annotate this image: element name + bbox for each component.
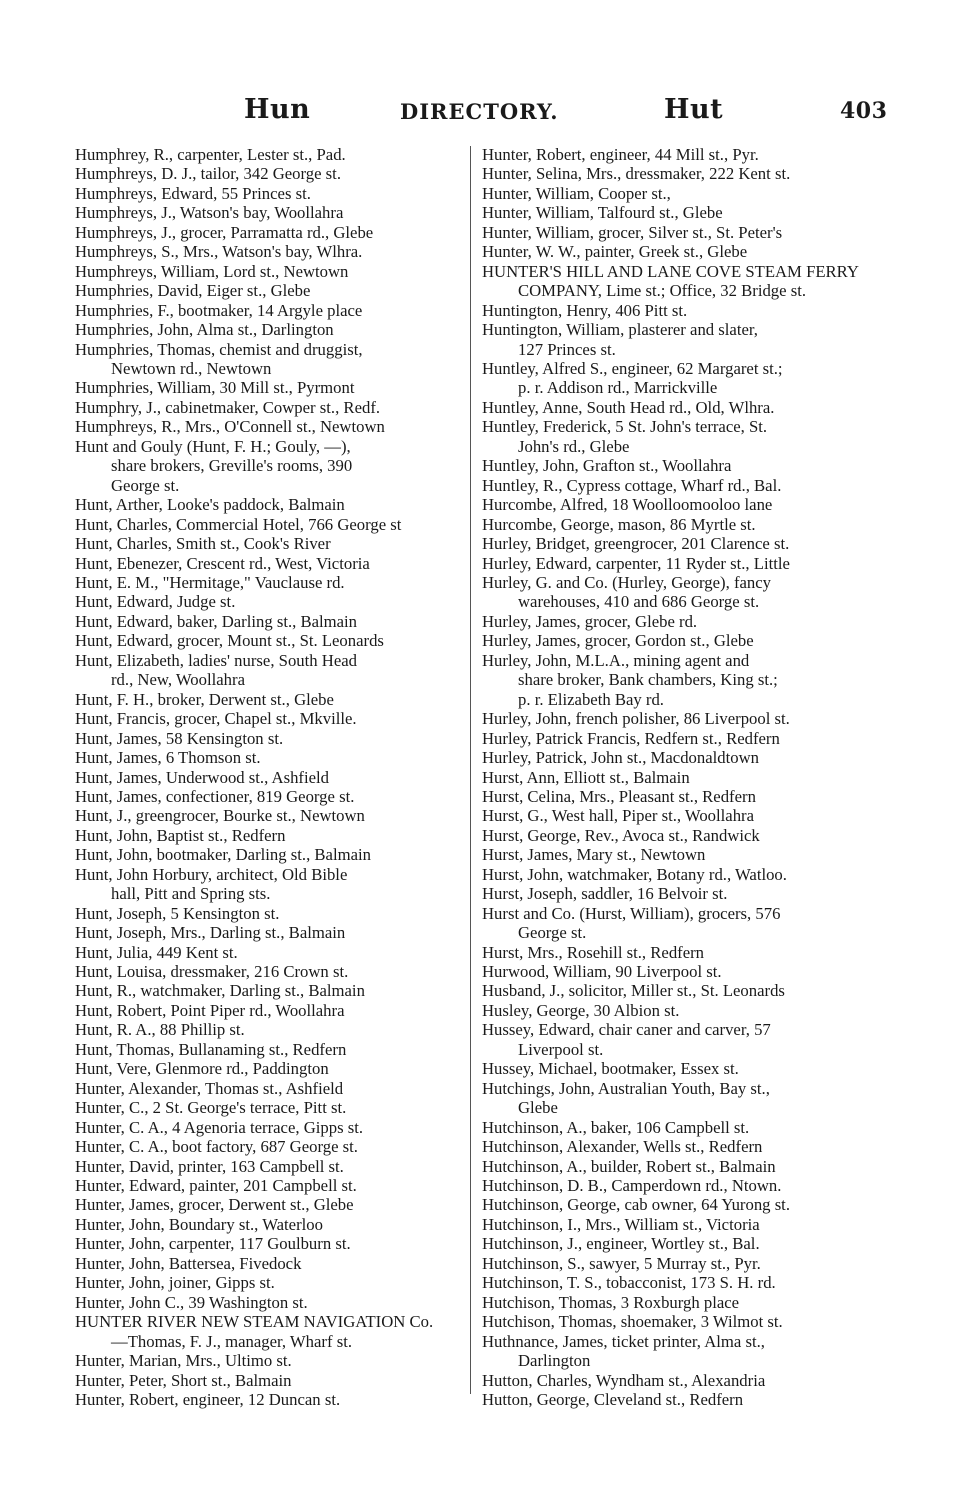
directory-line: Humphreys, S., Mrs., Watson's bay, Wlhra.: [75, 242, 363, 262]
directory-line: Hutchinson, A., builder, Robert st., Balmain: [482, 1156, 776, 1176]
directory-line: Humphrey, R., carpenter, Lester st., Pad.: [75, 145, 346, 164]
header-left-word: Hun: [244, 94, 311, 125]
directory-line: Hunt, Thomas, Bullanaming st., Redfern: [75, 1039, 347, 1059]
directory-line: Hutton, Charles, Wyndham st., Alexandria: [482, 1370, 766, 1390]
directory-line: Hunter, W. W., painter, Greek st., Glebe: [482, 242, 748, 262]
directory-line: George st.: [111, 475, 180, 495]
directory-line: Hunt, John Horbury, architect, Old Bible: [75, 864, 348, 884]
directory-line: Hunter, Alexander, Thomas st., Ashfield: [75, 1078, 344, 1098]
directory-line: Humphries, John, Alma st., Darlington: [75, 320, 334, 340]
directory-line: Darlington: [518, 1351, 591, 1371]
directory-line: Hunter, William, grocer, Silver st., St. Peter's: [482, 222, 783, 242]
directory-line: Hunt, Joseph, 5 Kensington st.: [75, 903, 280, 923]
directory-line: Hutchinson, J., engineer, Wortley st., Bal.: [482, 1234, 760, 1254]
directory-line: Humphry, J., cabinetmaker, Cowper st., Redf.: [75, 397, 381, 417]
directory-line: Humphreys, J., grocer, Parramatta rd., Glebe: [75, 222, 374, 242]
directory-line: Hunter, David, printer, 163 Campbell st.: [75, 1156, 344, 1176]
column-divider: [470, 146, 471, 1394]
directory-line: Hunt, J., greengrocer, Bourke st., Newtown: [75, 806, 365, 826]
directory-line: Hunt, Vere, Glenmore rd., Paddington: [75, 1059, 329, 1079]
directory-line: Humphreys, D. J., tailor, 342 George st.: [75, 164, 341, 184]
directory-line: Hurley, James, grocer, Glebe rd.: [482, 611, 698, 631]
directory-line: Hunt, Edward, Judge st.: [75, 592, 236, 612]
directory-line: Huntley, Alfred S., engineer, 62 Margaret st.;: [482, 358, 783, 378]
directory-line: Hutchinson, George, cab owner, 64 Yurong st.: [482, 1195, 790, 1215]
directory-line: Hunter, William, Cooper st.,: [482, 183, 671, 203]
directory-line: Hunt, Robert, Point Piper rd., Woollahra: [75, 1000, 345, 1020]
directory-line: Hunt, R., watchmaker, Darling st., Balmain: [75, 981, 365, 1001]
directory-line: Glebe: [518, 1098, 558, 1118]
directory-line: warehouses, 410 and 686 George st.: [518, 592, 760, 612]
directory-line: Hunt, James, 58 Kensington st.: [75, 728, 284, 748]
directory-line: Huntley, Anne, South Head rd., Old, Wlhra.: [482, 397, 775, 417]
directory-line: Newtown rd., Newtown: [111, 358, 272, 378]
directory-line: Hunt, Francis, grocer, Chapel st., Mkville.: [75, 709, 357, 729]
directory-line: Hunt, Edward, baker, Darling st., Balmain: [75, 611, 358, 631]
directory-line: share broker, Bank chambers, King st.;: [518, 670, 778, 690]
directory-line: Hunter, C. A., 4 Agenoria terrace, Gipps st.: [75, 1117, 364, 1137]
directory-line: Hurley, John, M.L.A., mining agent and: [482, 650, 750, 670]
directory-line: Hurst, Ann, Elliott st., Balmain: [482, 767, 690, 787]
directory-line: Hunter, Peter, Short st., Balmain: [75, 1370, 292, 1390]
directory-line: Humphries, David, Eiger st., Glebe: [75, 281, 311, 301]
directory-line: Hunt, Ebenezer, Crescent rd., West, Victoria: [75, 553, 370, 573]
directory-line: hall, Pitt and Spring sts.: [111, 884, 271, 904]
directory-line: HUNTER RIVER NEW STEAM NAVIGATION Co.: [75, 1312, 434, 1332]
page-number: 403: [840, 98, 888, 124]
directory-line: Hurst, Mrs., Rosehill st., Redfern: [482, 942, 705, 962]
directory-line: Hunter, Marian, Mrs., Ultimo st.: [75, 1351, 292, 1371]
directory-line: Huthnance, James, ticket printer, Alma st.,: [482, 1331, 765, 1351]
directory-line: Hunter, C., 2 St. George's terrace, Pitt st.: [75, 1098, 347, 1118]
directory-line: Humphries, Thomas, chemist and druggist,: [75, 339, 363, 359]
directory-line: Hurst and Co. (Hurst, William), grocers, 576: [482, 903, 781, 923]
directory-line: Hutchison, Thomas, shoemaker, 3 Wilmot st.: [482, 1312, 783, 1332]
directory-line: p. r. Addison rd., Marrickville: [518, 378, 718, 398]
directory-line: —Thomas, F. J., manager, Wharf st.: [111, 1331, 352, 1351]
right-column: [482, 145, 878, 1409]
directory-line: Hutchings, John, Australian Youth, Bay st.,: [482, 1078, 770, 1098]
directory-line: Hurwood, William, 90 Liverpool st.: [482, 962, 722, 982]
directory-line: Hurley, G. and Co. (Hurley, George), fancy: [482, 572, 771, 592]
directory-line: Hurcombe, George, mason, 86 Myrtle st.: [482, 514, 756, 534]
directory-line: Hunter, Robert, engineer, 12 Duncan st.: [75, 1390, 341, 1409]
directory-line: Hutchinson, Alexander, Wells st., Redfern: [482, 1137, 763, 1157]
directory-line: Hurley, John, french polisher, 86 Liverpool st.: [482, 709, 790, 729]
directory-line: Hunter, James, grocer, Derwent st., Glebe: [75, 1195, 354, 1215]
directory-line: Hutchinson, D. B., Camperdown rd., Ntown.: [482, 1176, 782, 1196]
directory-line: Hurley, Patrick, John st., Macdonaldtown: [482, 748, 759, 768]
directory-line: Huntington, Henry, 406 Pitt st.: [482, 300, 688, 320]
directory-line: Hunter, John C., 39 Washington st.: [75, 1292, 308, 1312]
directory-line: Hunter, Robert, engineer, 44 Mill st., Pyr.: [482, 145, 759, 164]
directory-line: Hunter, C. A., boot factory, 687 George st.: [75, 1137, 358, 1157]
directory-line: Hunt, Louisa, dressmaker, 216 Crown st.: [75, 962, 349, 982]
directory-line: Hunter, John, Boundary st., Waterloo: [75, 1214, 323, 1234]
directory-line: Hurst, G., West hall, Piper st., Woollahra: [482, 806, 755, 826]
directory-line: Hunter, John, Battersea, Fivedock: [75, 1253, 302, 1273]
directory-line: Hunt, Edward, grocer, Mount st., St. Leonards: [75, 631, 384, 651]
directory-line: Hurley, James, grocer, Gordon st., Glebe: [482, 631, 754, 651]
directory-line: Hunt, James, Underwood st., Ashfield: [75, 767, 329, 787]
directory-line: Humphries, F., bootmaker, 14 Argyle place: [75, 300, 363, 320]
directory-line: Humphreys, J., Watson's bay, Woollahra: [75, 203, 344, 223]
directory-line: Hunt, James, 6 Thomson st.: [75, 748, 261, 768]
directory-line: Hurst, Celina, Mrs., Pleasant st., Redfern: [482, 786, 756, 806]
directory-line: Hutton, George, Cleveland st., Redfern: [482, 1390, 744, 1409]
directory-line: Hutchinson, A., baker, 106 Campbell st.: [482, 1117, 750, 1137]
directory-line: Hutchinson, S., sawyer, 5 Murray st., Pyr.: [482, 1253, 761, 1273]
directory-line: Hunt, Elizabeth, ladies' nurse, South Head: [75, 650, 357, 670]
directory-line: Hurcombe, Alfred, 18 Woolloomooloo lane: [482, 495, 773, 515]
directory-line: Huntley, Frederick, 5 St. John's terrace, St.: [482, 417, 768, 437]
directory-line: Hunter, William, Talfourd st., Glebe: [482, 203, 723, 223]
directory-line: Hurley, Edward, carpenter, 11 Ryder st., Little: [482, 553, 790, 573]
directory-line: Hutchinson, I., Mrs., William st., Victoria: [482, 1214, 760, 1234]
directory-line: Hunt, R. A., 88 Phillip st.: [75, 1020, 245, 1040]
directory-line: Hurst, Joseph, saddler, 16 Belvoir st.: [482, 884, 728, 904]
directory-line: HUNTER'S HILL AND LANE COVE STEAM FERRY: [482, 261, 859, 281]
directory-line: Liverpool st.: [518, 1039, 604, 1059]
directory-line: Hunter, Selina, Mrs., dressmaker, 222 Kent st.: [482, 164, 791, 184]
directory-line: Hunt and Gouly (Hunt, F. H.; Gouly, —),: [75, 436, 351, 456]
directory-line: Hurst, George, Rev., Avoca st., Randwick: [482, 825, 760, 845]
directory-line: rd., New, Woollahra: [111, 670, 245, 690]
header-title: DIRECTORY.: [400, 99, 559, 124]
directory-line: Hunt, John, Baptist st., Redfern: [75, 825, 286, 845]
directory-line: Hunter, John, joiner, Gipps st.: [75, 1273, 275, 1293]
directory-line: Hurst, John, watchmaker, Botany rd., Watloo.: [482, 864, 787, 884]
directory-line: Husband, J., solicitor, Miller st., St. Leonards: [482, 981, 785, 1001]
directory-line: Hunter, John, carpenter, 117 Goulburn st.: [75, 1234, 351, 1254]
directory-line: Hunt, Arther, Looke's paddock, Balmain: [75, 495, 345, 515]
directory-line: Hunt, Joseph, Mrs., Darling st., Balmain: [75, 923, 346, 943]
directory-line: Hussey, Edward, chair caner and carver, 57: [482, 1020, 771, 1040]
directory-line: Hunt, E. M., "Hermitage," Vauclause rd.: [75, 572, 345, 592]
directory-line: Hussey, Michael, bootmaker, Essex st.: [482, 1059, 739, 1079]
directory-line: Humphries, William, 30 Mill st., Pyrmont: [75, 378, 355, 398]
directory-line: Hunt, Charles, Smith st., Cook's River: [75, 534, 331, 554]
directory-line: share brokers, Greville's rooms, 390: [111, 456, 353, 476]
directory-line: Hutchison, Thomas, 3 Roxburgh place: [482, 1292, 740, 1312]
directory-line: Hunt, James, confectioner, 819 George st.: [75, 786, 355, 806]
directory-line: Humphreys, Edward, 55 Princes st.: [75, 183, 311, 203]
directory-line: Hunt, Charles, Commercial Hotel, 766 George st: [75, 514, 402, 534]
directory-line: John's rd., Glebe: [518, 436, 630, 456]
directory-line: Huntley, John, Grafton st., Woollahra: [482, 456, 732, 476]
left-column: [75, 145, 475, 1409]
directory-line: Hunt, F. H., broker, Derwent st., Glebe: [75, 689, 334, 709]
directory-line: Hutchinson, T. S., tobacconist, 173 S. H. rd.: [482, 1273, 776, 1293]
directory-line: Hunter, Edward, painter, 201 Campbell st.: [75, 1176, 357, 1196]
directory-line: Husley, George, 30 Albion st.: [482, 1000, 680, 1020]
directory-line: Hunt, Julia, 449 Kent st.: [75, 942, 238, 962]
directory-line: Hurst, James, Mary st., Newtown: [482, 845, 706, 865]
directory-line: Hurley, Patrick Francis, Redfern st., Redfern: [482, 728, 780, 748]
directory-line: COMPANY, Lime st.; Office, 32 Bridge st.: [518, 281, 807, 301]
directory-line: Huntley, R., Cypress cottage, Wharf rd., Bal.: [482, 475, 782, 495]
directory-line: p. r. Elizabeth Bay rd.: [518, 689, 664, 709]
header-right-word: Hut: [664, 94, 724, 125]
directory-line: Humphreys, William, Lord st., Newtown: [75, 261, 349, 281]
directory-line: 127 Princes st.: [518, 339, 616, 359]
directory-line: Hunt, John, bootmaker, Darling st., Balmain: [75, 845, 371, 865]
directory-line: Hurley, Bridget, greengrocer, 201 Clarence st.: [482, 534, 790, 554]
page-header: [0, 94, 972, 134]
directory-line: Huntington, William, plasterer and slater,: [482, 320, 758, 340]
directory-line: George st.: [518, 923, 587, 943]
directory-line: Humphreys, R., Mrs., O'Connell st., Newtown: [75, 417, 385, 437]
